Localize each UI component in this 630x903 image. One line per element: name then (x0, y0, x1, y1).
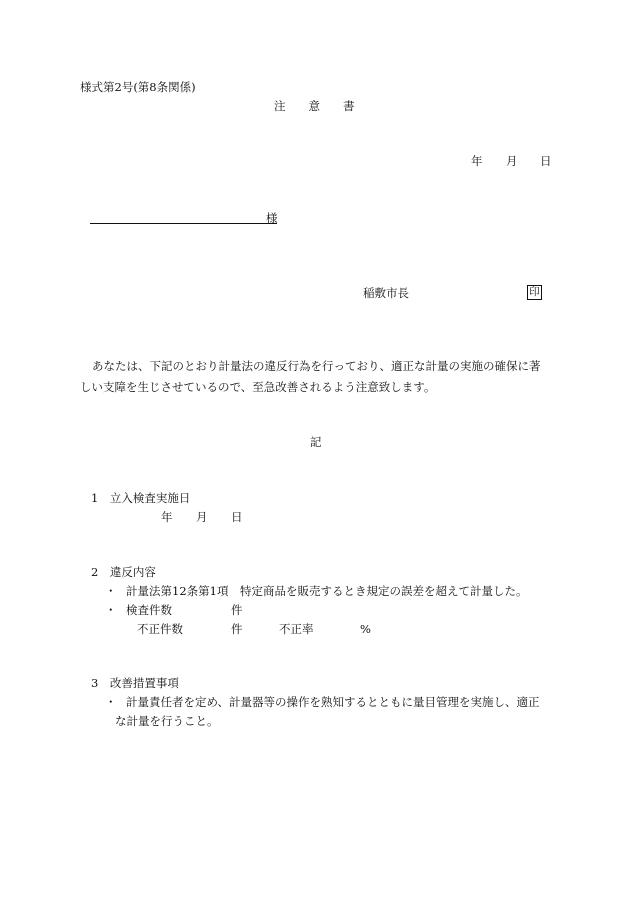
section2-bullet-2: ・ (105, 603, 117, 617)
section1-year: 年 (161, 510, 173, 524)
section1-heading: 1 立入検査実施日 (91, 491, 191, 505)
section3-line-1: 計量責任者を定め、計量器等の操作を熟知するとともに量目管理を実施し、適正 (126, 695, 540, 709)
section3-bullet: ・ (105, 695, 117, 709)
section3-line-2: な計量を行うこと。 (115, 714, 219, 728)
section2-item1: 計量法第12条第1項 特定商品を販売するとき規定の誤差を超えて計量した。 (126, 584, 528, 598)
fraud-count-label: 不正件数 (137, 622, 183, 636)
section3-heading: 3 改善措置事項 (91, 676, 179, 690)
body-line-1: あなたは、下記のとおり計量法の違反行為を行っており、適正な計量の実施の確保に著 (92, 359, 541, 373)
section2-heading: 2 違反内容 (91, 565, 156, 579)
section1-day: 日 (231, 510, 243, 524)
fraud-rate-unit: % (360, 622, 371, 636)
date-year: 年 (471, 154, 483, 168)
addressee-suffix: 様 (266, 211, 278, 225)
addressee-line (90, 223, 277, 224)
ki-heading: 記 (310, 435, 322, 449)
inspection-count-label: 検査件数 (126, 603, 172, 617)
date-day: 日 (540, 154, 552, 168)
date-month: 月 (506, 154, 518, 168)
fraud-count-unit: 件 (231, 622, 243, 636)
issuer-name: 稲敷市長 (363, 286, 409, 300)
document-title: 注 意 書 (274, 99, 355, 113)
section1-month: 月 (196, 510, 208, 524)
seal-mark: 印 (527, 285, 542, 300)
body-line-2: しい支障を生じさせているので、至急改善されるよう注意致します。 (80, 380, 436, 394)
inspection-count-unit: 件 (231, 603, 243, 617)
fraud-rate-label: 不正率 (279, 622, 314, 636)
section2-bullet-1: ・ (105, 584, 117, 598)
form-label: 様式第2号(第8条関係) (80, 80, 196, 94)
